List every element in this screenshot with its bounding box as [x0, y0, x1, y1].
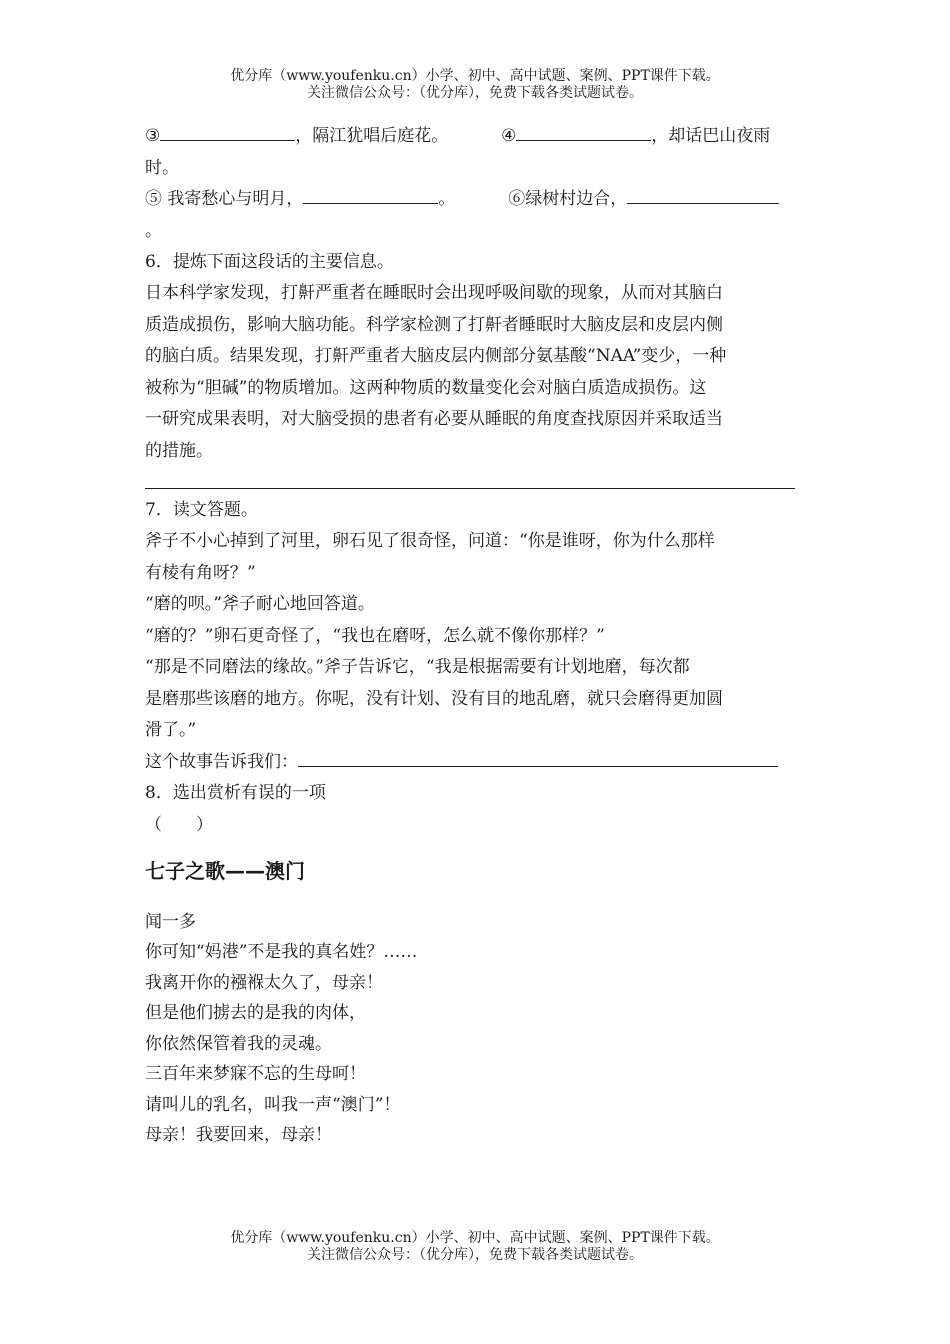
footer-line-1: 优分库（www.youfenku.cn）小学、初中、高中试题、案例、PPT课件下载。	[230, 1230, 720, 1246]
footer-line-2: 关注微信公众号：（优分库），免费下载各类试题试卷。	[307, 1247, 643, 1263]
item4-tail: ，却话巴山夜雨	[651, 126, 771, 146]
poem-line: 三百年来梦寐不忘的生母呵！	[145, 1064, 366, 1084]
q5-row-2-wrap: 。	[145, 220, 162, 241]
q6-heading: 6．提炼下面这段话的主要信息。	[145, 252, 394, 272]
q7-heading: 7．读文答题。	[145, 500, 258, 520]
q5-row-1	[145, 121, 805, 153]
q6-answer-line[interactable]	[145, 488, 795, 489]
q5-row-1-wrap: 时。	[145, 157, 179, 178]
q7-answer-row	[145, 747, 805, 779]
poem-line: 你依然保管着我的灵魂。	[145, 1033, 332, 1054]
item5-blank[interactable]	[303, 185, 438, 204]
q7-line: 滑了。”	[145, 720, 197, 740]
q7-line: “磨的？”卵石更奇怪了，“我也在磨呀，怎么就不像你那样？”	[145, 625, 605, 646]
q7-answer-prompt: 这个故事告诉我们：	[145, 751, 298, 772]
q5-row-2	[145, 184, 805, 216]
page-header	[0, 68, 950, 102]
page-content	[145, 121, 805, 1151]
item3-blank[interactable]	[160, 122, 295, 141]
q7-answer-blank[interactable]	[298, 748, 778, 767]
item5-tail: 。	[438, 189, 456, 209]
item3-tail: ，隔江犹唱后庭花。	[295, 126, 449, 146]
header-line-1: 优分库（www.youfenku.cn）小学、初中、高中试题、案例、PPT课件下载。	[230, 68, 720, 84]
item5-head: ⑤ 我寄愁心与明月，	[145, 189, 304, 209]
q6-line: 质造成损伤，影响大脑功能。科学家检测了打鼾者睡眠时大脑皮层和皮层内侧	[145, 314, 723, 335]
page-footer	[0, 1230, 950, 1264]
poem-line: 母亲！我要回来，母亲！	[145, 1125, 332, 1145]
q6-line: 日本科学家发现，打鼾严重者在睡眠时会出现呼吸间歇的现象，从而对其脑白	[145, 283, 723, 303]
q7-line: “那是不同磨法的缘故。”斧子告诉它，“我是根据需要有计划地磨，每次都	[145, 657, 690, 677]
poem-title: 七子之歌——澳门	[145, 859, 305, 883]
q6-line: 的措施。	[145, 440, 213, 461]
q7-line: 是磨那些该磨的地方。你呢，没有计划、没有目的地乱磨，就只会磨得更加圆	[145, 688, 723, 709]
q6-line: 被称为“胆碱”的物质增加。这两种物质的数量变化会对脑白质造成损伤。这	[145, 377, 707, 398]
poem-author: 闻一多	[145, 912, 196, 932]
poem-line: 但是他们掳去的是我的肉体，	[145, 1003, 366, 1023]
item6-blank[interactable]	[627, 185, 779, 204]
q7-line: 有棱有角呀？”	[145, 562, 256, 583]
poem-line: 我离开你的襁褓太久了，母亲！	[145, 972, 383, 993]
q8-paren: （ ）	[145, 814, 213, 835]
poem-line: 你可知“妈港”不是我的真名姓？……	[145, 942, 418, 962]
item6-head: ⑥绿树村边合，	[508, 189, 628, 209]
q6-line: 的脑白质。结果发现，打鼾严重者大脑皮层内侧部分氨基酸“NAA”变少，一种	[145, 346, 727, 366]
q7-line: “磨的呗。”斧子耐心地回答道。	[145, 594, 375, 614]
header-line-2: 关注微信公众号：（优分库），免费下载各类试题试卷。	[307, 85, 643, 101]
q8-heading: 8．选出赏析有误的一项	[145, 783, 326, 803]
item4-blank[interactable]	[516, 122, 651, 141]
item4-mark: ④	[501, 126, 517, 146]
poem-line: 请叫儿的乳名，叫我一声“澳门”！	[145, 1094, 401, 1115]
q6-line: 一研究成果表明，对大脑受损的患者有必要从睡眠的角度查找原因并采取适当	[145, 409, 723, 429]
item3-mark: ③	[145, 126, 161, 146]
q7-line: 斧子不小心掉到了河里，卵石见了很奇怪，问道：“你是谁呀，你为什么那样	[145, 531, 715, 551]
